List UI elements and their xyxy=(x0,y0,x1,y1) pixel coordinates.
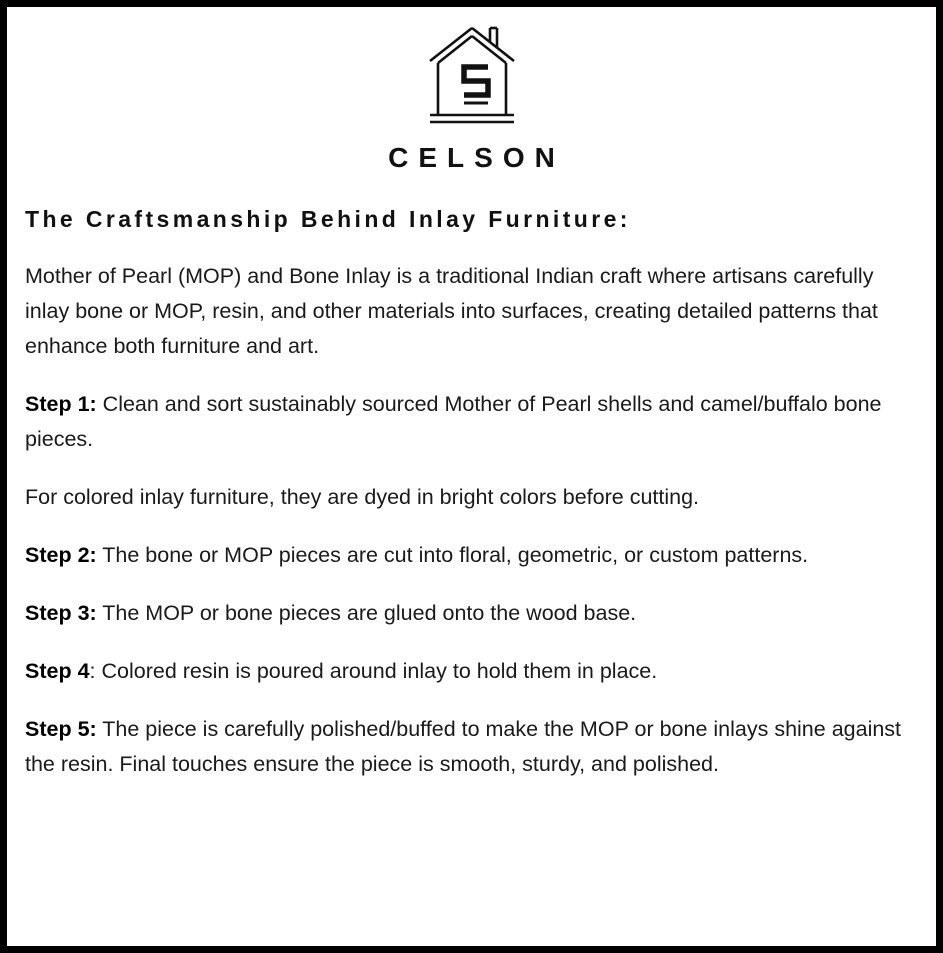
paragraph-text: For colored inlay furniture, they are dyed in bright colors before cutting. xyxy=(25,485,700,509)
paragraph-step-5 xyxy=(23,712,915,782)
paragraph-text: Mother of Pearl (MOP) and Bone Inlay is a traditional Indian craft where artisans carefully inlay bone or MOP, resin, and other materials into surfaces, creating detailed patterns that enhance both furniture and art. xyxy=(25,264,878,358)
brand-name: CELSON xyxy=(388,142,565,173)
paragraph-step-3 xyxy=(23,596,915,631)
step-label: Step 5: xyxy=(25,717,97,741)
paragraph-text: The bone or MOP pieces are cut into floral, geometric, or custom patterns. xyxy=(96,543,809,567)
paragraph-text: : Colored resin is poured around inlay to hold them in place. xyxy=(89,659,658,683)
paragraph-text: The piece is carefully polished/buffed to make the MOP or bone inlays shine against the resin. Final touches ensure the piece is smooth, sturdy, and polished. xyxy=(25,717,902,776)
paragraph-step-2 xyxy=(23,538,915,573)
step-label: Step 4 xyxy=(25,659,90,683)
brand-block xyxy=(23,17,920,172)
step-label: Step 2: xyxy=(25,543,97,567)
paragraph-step-1 xyxy=(23,387,915,457)
paragraph-intro xyxy=(23,259,915,364)
step-label: Step 1: xyxy=(25,392,97,416)
step-label: Step 3: xyxy=(25,601,97,625)
page-title: The Craftsmanship Behind Inlay Furniture: xyxy=(25,206,631,232)
paragraph-text: The MOP or bone pieces are glued onto the wood base. xyxy=(96,601,637,625)
house-with-letter-c-icon xyxy=(426,23,518,128)
paragraph-step-4 xyxy=(23,654,915,689)
paragraph-text: Clean and sort sustainably sourced Mother of Pearl shells and camel/buffalo bone pieces. xyxy=(25,392,882,451)
body-copy xyxy=(23,259,920,782)
paragraph-colored-inlay-note xyxy=(23,480,915,515)
